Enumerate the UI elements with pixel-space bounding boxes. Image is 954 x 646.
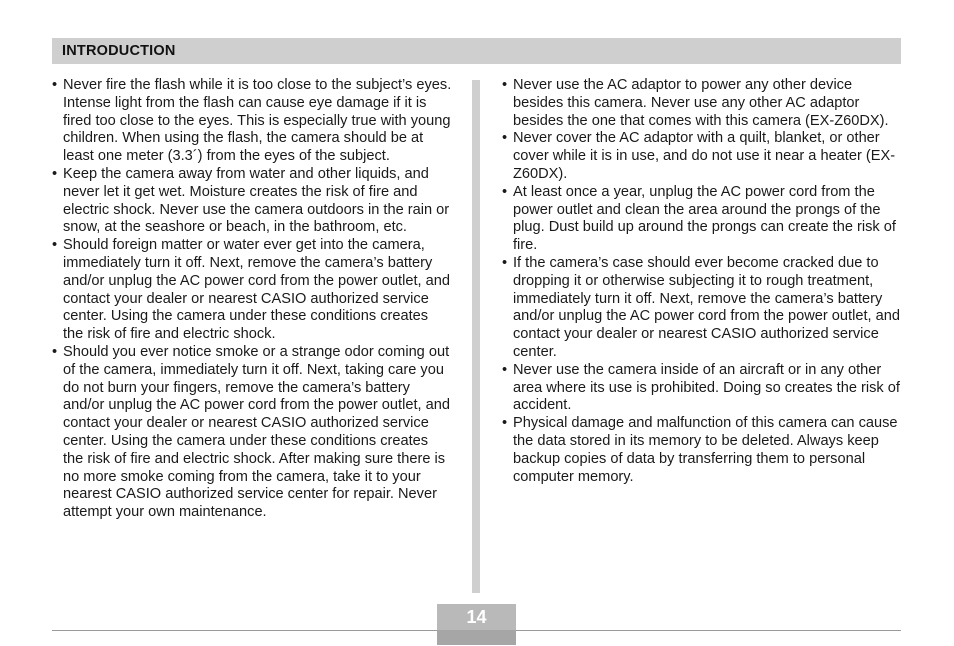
list-item-text: Never use the AC adaptor to power any other device besides this camera. Never use any other AC adaptor besides the one that comes with this camera (EX-Z60DX).: [513, 77, 889, 129]
list-item: [502, 415, 904, 486]
list-item-text: Keep the camera away from water and other liquids, and never let it get wet. Moisture creates the risk of fire and electric shock. Never use the camera outdoors in the rain or snow, at the seashore or beach, in the bathroom, etc.: [63, 165, 450, 236]
bullet-icon: •: [52, 77, 58, 93]
list-item: [52, 344, 452, 522]
bullet-icon: •: [502, 415, 508, 432]
page-number-box-shade: [437, 630, 516, 645]
list-item-text: Should foreign matter or water ever get into the camera, immediately turn it off. Next, remove the camera’s battery and/or unplug the AC power cord from the power outlet, and contact your dealer or nearest CASIO authorized service center. Using the camera under these conditions creates the risk of fire and electric shock.: [63, 237, 450, 343]
list-item: [52, 237, 452, 344]
list-item-text: Never use the camera inside of an aircraft or in any other area where its use is prohibited. Doing so creates the risk of accident.: [513, 361, 900, 414]
right-column: [502, 77, 904, 486]
section-title: INTRODUCTION: [62, 43, 176, 59]
page-number: 14: [466, 607, 487, 627]
left-column: [52, 77, 452, 522]
list-item: [502, 184, 904, 255]
column-divider: [472, 80, 480, 593]
bullet-icon: •: [502, 77, 508, 93]
list-item-text: At least once a year, unplug the AC power cord from the power outlet and clean the area around the prongs of the plug. Dust build up around the prongs can create the risk of fire.: [513, 183, 896, 254]
section-header-bar: [52, 38, 901, 64]
list-item: [502, 255, 904, 362]
list-item: [502, 77, 904, 130]
list-item: [52, 166, 452, 237]
list-item-text: Never fire the flash while it is too close to the subject’s eyes. Intense light from the flash can cause eye damage if it is fired too close to the eyes. This is especially true with young children. When using the flash, the camera should be at least one meter (3.3´) from the eyes of the subject.: [63, 77, 452, 165]
list-item: [502, 130, 904, 183]
bullet-icon: •: [502, 130, 508, 147]
bullet-icon: •: [52, 165, 58, 182]
list-item: [502, 362, 904, 415]
page-number-box: [437, 604, 516, 645]
bullet-icon: •: [502, 361, 508, 378]
list-item-text: Should you ever notice smoke or a strange odor coming out of the camera, immediately turn it off. Next, taking care you do not burn your fingers, remove the camera’s battery and/or unplug the AC power cord from the power outlet, and contact your dealer or nearest CASIO authorized service center. Using the camera under these conditions creates the risk of fire and electric shock. After making sure there is no more smoke coming from the camera, take it to your nearest CASIO authorized service center for repair. Never attempt your own maintenance.: [63, 343, 450, 521]
bullet-icon: •: [502, 183, 508, 200]
bullet-icon: •: [502, 254, 508, 271]
bullet-icon: •: [52, 343, 58, 360]
list-item-text: If the camera’s case should ever become cracked due to dropping it or otherwise subjecting it to rough treatment, immediately turn it off. Next, remove the camera’s battery and/or unplug the AC power cord from the power outlet, and contact your dealer or nearest CASIO authorized service center.: [513, 254, 900, 360]
list-item: [52, 77, 452, 166]
list-item-text: Physical damage and malfunction of this camera can cause the data stored in its memory to be deleted. Always keep backup copies of data by transferring them to personal computer memory.: [513, 415, 898, 485]
list-item-text: Never cover the AC adaptor with a quilt, blanket, or other cover while it is in use, and do not use it near a heater (EX-Z60DX).: [513, 130, 896, 182]
bullet-icon: •: [52, 237, 58, 254]
